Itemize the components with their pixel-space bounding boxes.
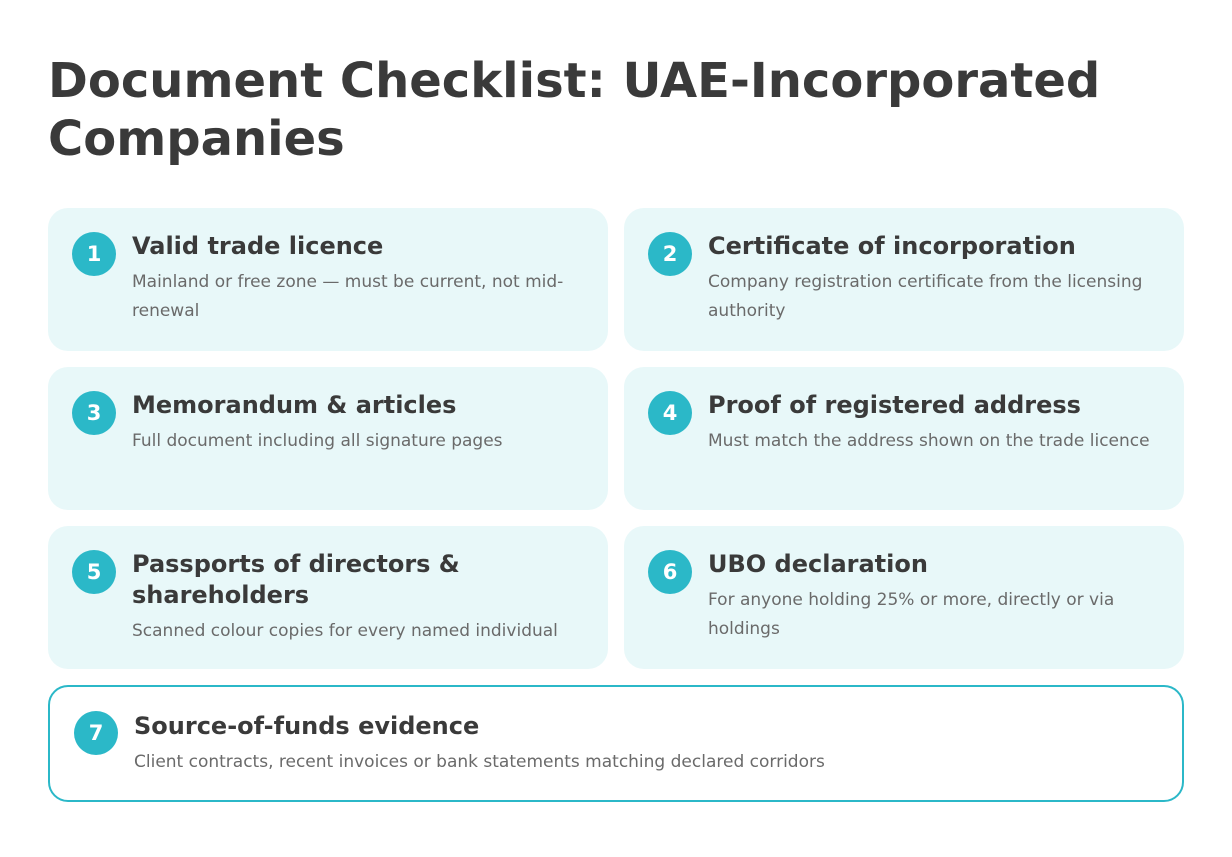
item-description: Must match the address shown on the trade licence [708, 431, 1150, 451]
item-number-badge: 6 [648, 550, 692, 594]
page-title: Document Checklist: UAE-Incorporated Companies [48, 53, 1101, 167]
item-description: Company registration certificate from the licensing authority [708, 272, 1143, 321]
item-number-badge: 7 [74, 711, 118, 755]
checklist-item-certificate-of-incorporation [624, 208, 1184, 351]
item-title: Valid trade licence [132, 232, 384, 260]
item-number-badge: 2 [648, 232, 692, 276]
checklist-grid [48, 208, 1184, 802]
item-title: UBO declaration [708, 550, 928, 578]
item-number-badge: 4 [648, 391, 692, 435]
item-title: Proof of registered address [708, 391, 1081, 419]
item-title: Memorandum & articles [132, 391, 457, 419]
item-number-badge: 1 [72, 232, 116, 276]
item-number-badge: 3 [72, 391, 116, 435]
item-number-badge: 5 [72, 550, 116, 594]
checklist-page [48, 52, 1184, 772]
checklist-item-source-of-funds [48, 685, 1184, 802]
item-description: Client contracts, recent invoices or bank statements matching declared corridors [134, 752, 825, 772]
item-description: Full document including all signature pages [132, 431, 503, 451]
checklist-item-ubo-declaration [624, 526, 1184, 669]
checklist-item-passports [48, 526, 608, 669]
checklist-item-memorandum-articles [48, 367, 608, 510]
item-title: Certificate of incorporation [708, 232, 1076, 260]
item-title: Source-of-funds evidence [134, 712, 480, 740]
item-description: Scanned colour copies for every named individual [132, 621, 558, 641]
item-description: Mainland or free zone — must be current, not mid-renewal [132, 272, 564, 321]
checklist-item-trade-licence [48, 208, 608, 351]
item-title: Passports of directors & shareholders [132, 550, 460, 609]
checklist-item-registered-address [624, 367, 1184, 510]
item-description: For anyone holding 25% or more, directly or via holdings [708, 590, 1115, 639]
